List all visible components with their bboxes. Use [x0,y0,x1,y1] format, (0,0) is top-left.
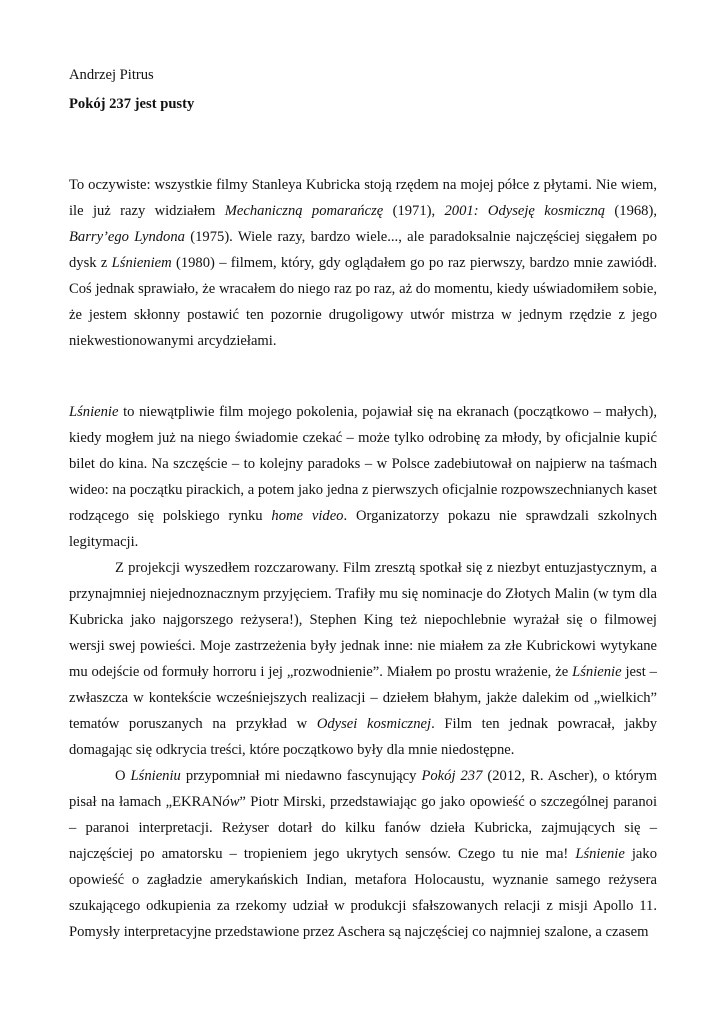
text: (2012, R. Ascher), o którym pisał na łamach „EKRAN [69,768,657,810]
film-title: Lśnienie [572,664,622,680]
film-title: 2001: Odyseję kosmiczną [444,203,606,219]
film-title: Odysei kosmicznej [316,716,432,732]
emphasis: ów [222,794,240,810]
text: . Film ten jednak powracał, jakby domagając się odkrycia treści, które początkowo były dla mnie niedostępne. [69,716,657,758]
text: (1975). Wiele razy, bardzo wiele..., ale paradoksalnie najczęściej sięgałem po dysk z [69,229,657,271]
film-title: Lśnienie [69,404,119,420]
text: (1968), [605,203,657,219]
text: jest – zwłaszcza w kontekście wcześniejszych realizacji – dziełem błahym, jakże dalekim od „wielkich” tematów poruszanych na przykład w [69,664,657,732]
text: To oczywiste: wszystkie filmy Stanleya Kubricka stoją rzędem na mojej półce z płytami. Nie wiem, ile już razy widziałem [69,177,657,219]
text: (1971), [383,203,445,219]
text: (1980) – filmem, który, gdy oglądałem go po raz pierwszy, bardzo mnie zawiódł. Coś jednak sprawiało, że wracałem do niego raz po raz, aż do momentu, kiedy uświadomiłem sobie, że jestem skłonny postawić ten pozornie drugoligowy utwór mistrza w jednym rzędzie z jego niekwestionowanymi arcydziełami. [69,255,657,349]
text: przypomniał mi niedawno fascynujący [180,768,422,784]
author-name: Andrzej Pitrus [69,67,154,83]
text: jako opowieść o zagładzie amerykańskich Indian, metafora Holocaustu, wyznanie samego reżysera szukającego odkupienia za rzekomy udział w produkcji sfałszowanych relacji z misji Apollo 11. Pomysły interpretacyjne przedstawione przez Aschera są najczęściej co najmniej szalone, a czasem [69,846,657,940]
paragraph-1 [69,172,657,354]
paragraph-4 [69,763,657,945]
film-title: Lśnieniem [111,255,172,271]
text: to niewątpliwie film mojego pokolenia, pojawiał się na ekranach (początkowo – małych), kiedy mogłem już na niego świadomie czekać – może tylko odrobinę za młody, by oficjalnie kupić bilet do kina. Na szczęście – to kolejny paradoks – w Polsce zadebiutował on najpierw na taśmach wideo: na początku pirackich, a potem jako jedna z pierwszych oficjalnie rozpowszechnianych kaset rodzącego się polskiego rynku [69,404,657,524]
film-title: Pokój 237 [421,768,483,784]
film-title: Barry’ego Lyndona [69,229,185,245]
film-title: Lśnienie [575,846,625,862]
article-title: Pokój 237 jest pusty [69,96,195,112]
film-title: Lśnieniu [130,768,181,784]
paragraph-2 [69,399,657,555]
text: . Organizatorzy pokazu nie sprawdzali szkolnych legitymacji. [69,508,657,550]
paragraph-3 [69,555,657,763]
text: Z projekcji wyszedłem rozczarowany. Film zresztą spotkał się z niezbyt entuzjastycznym, a przynajmniej niejednoznacznym przyjęciem. Trafiły mu się nominacje do Złotych Malin (w tym dla Kubricka jako najgorszego reżysera!), Stephen King też niepochlebnie wyrażał się o filmowej wersji swej powieści. Moje zastrzeżenia były jednak inne: nie miałem za złe Kubrickowi wytykane mu odejście od formuły horroru i jej „rozwodnienie”. Miałem po prostu wrażenie, że [69,560,657,680]
body-section-2 [69,399,657,945]
film-title: Mechaniczną pomarańczę [224,203,384,219]
text: O [115,768,131,784]
text: ” Piotr Mirski, przedstawiając go jako opowieść o szczególnej paranoi – paranoi interpretacji. Reżyser dotarł do kilku fanów dzieła Kubricka, zajmujących się – najczęściej po amatorsku – tropieniem jego ukrytych sensów. Czego tu nie ma! [69,794,657,862]
emphasis: home video [271,508,344,524]
